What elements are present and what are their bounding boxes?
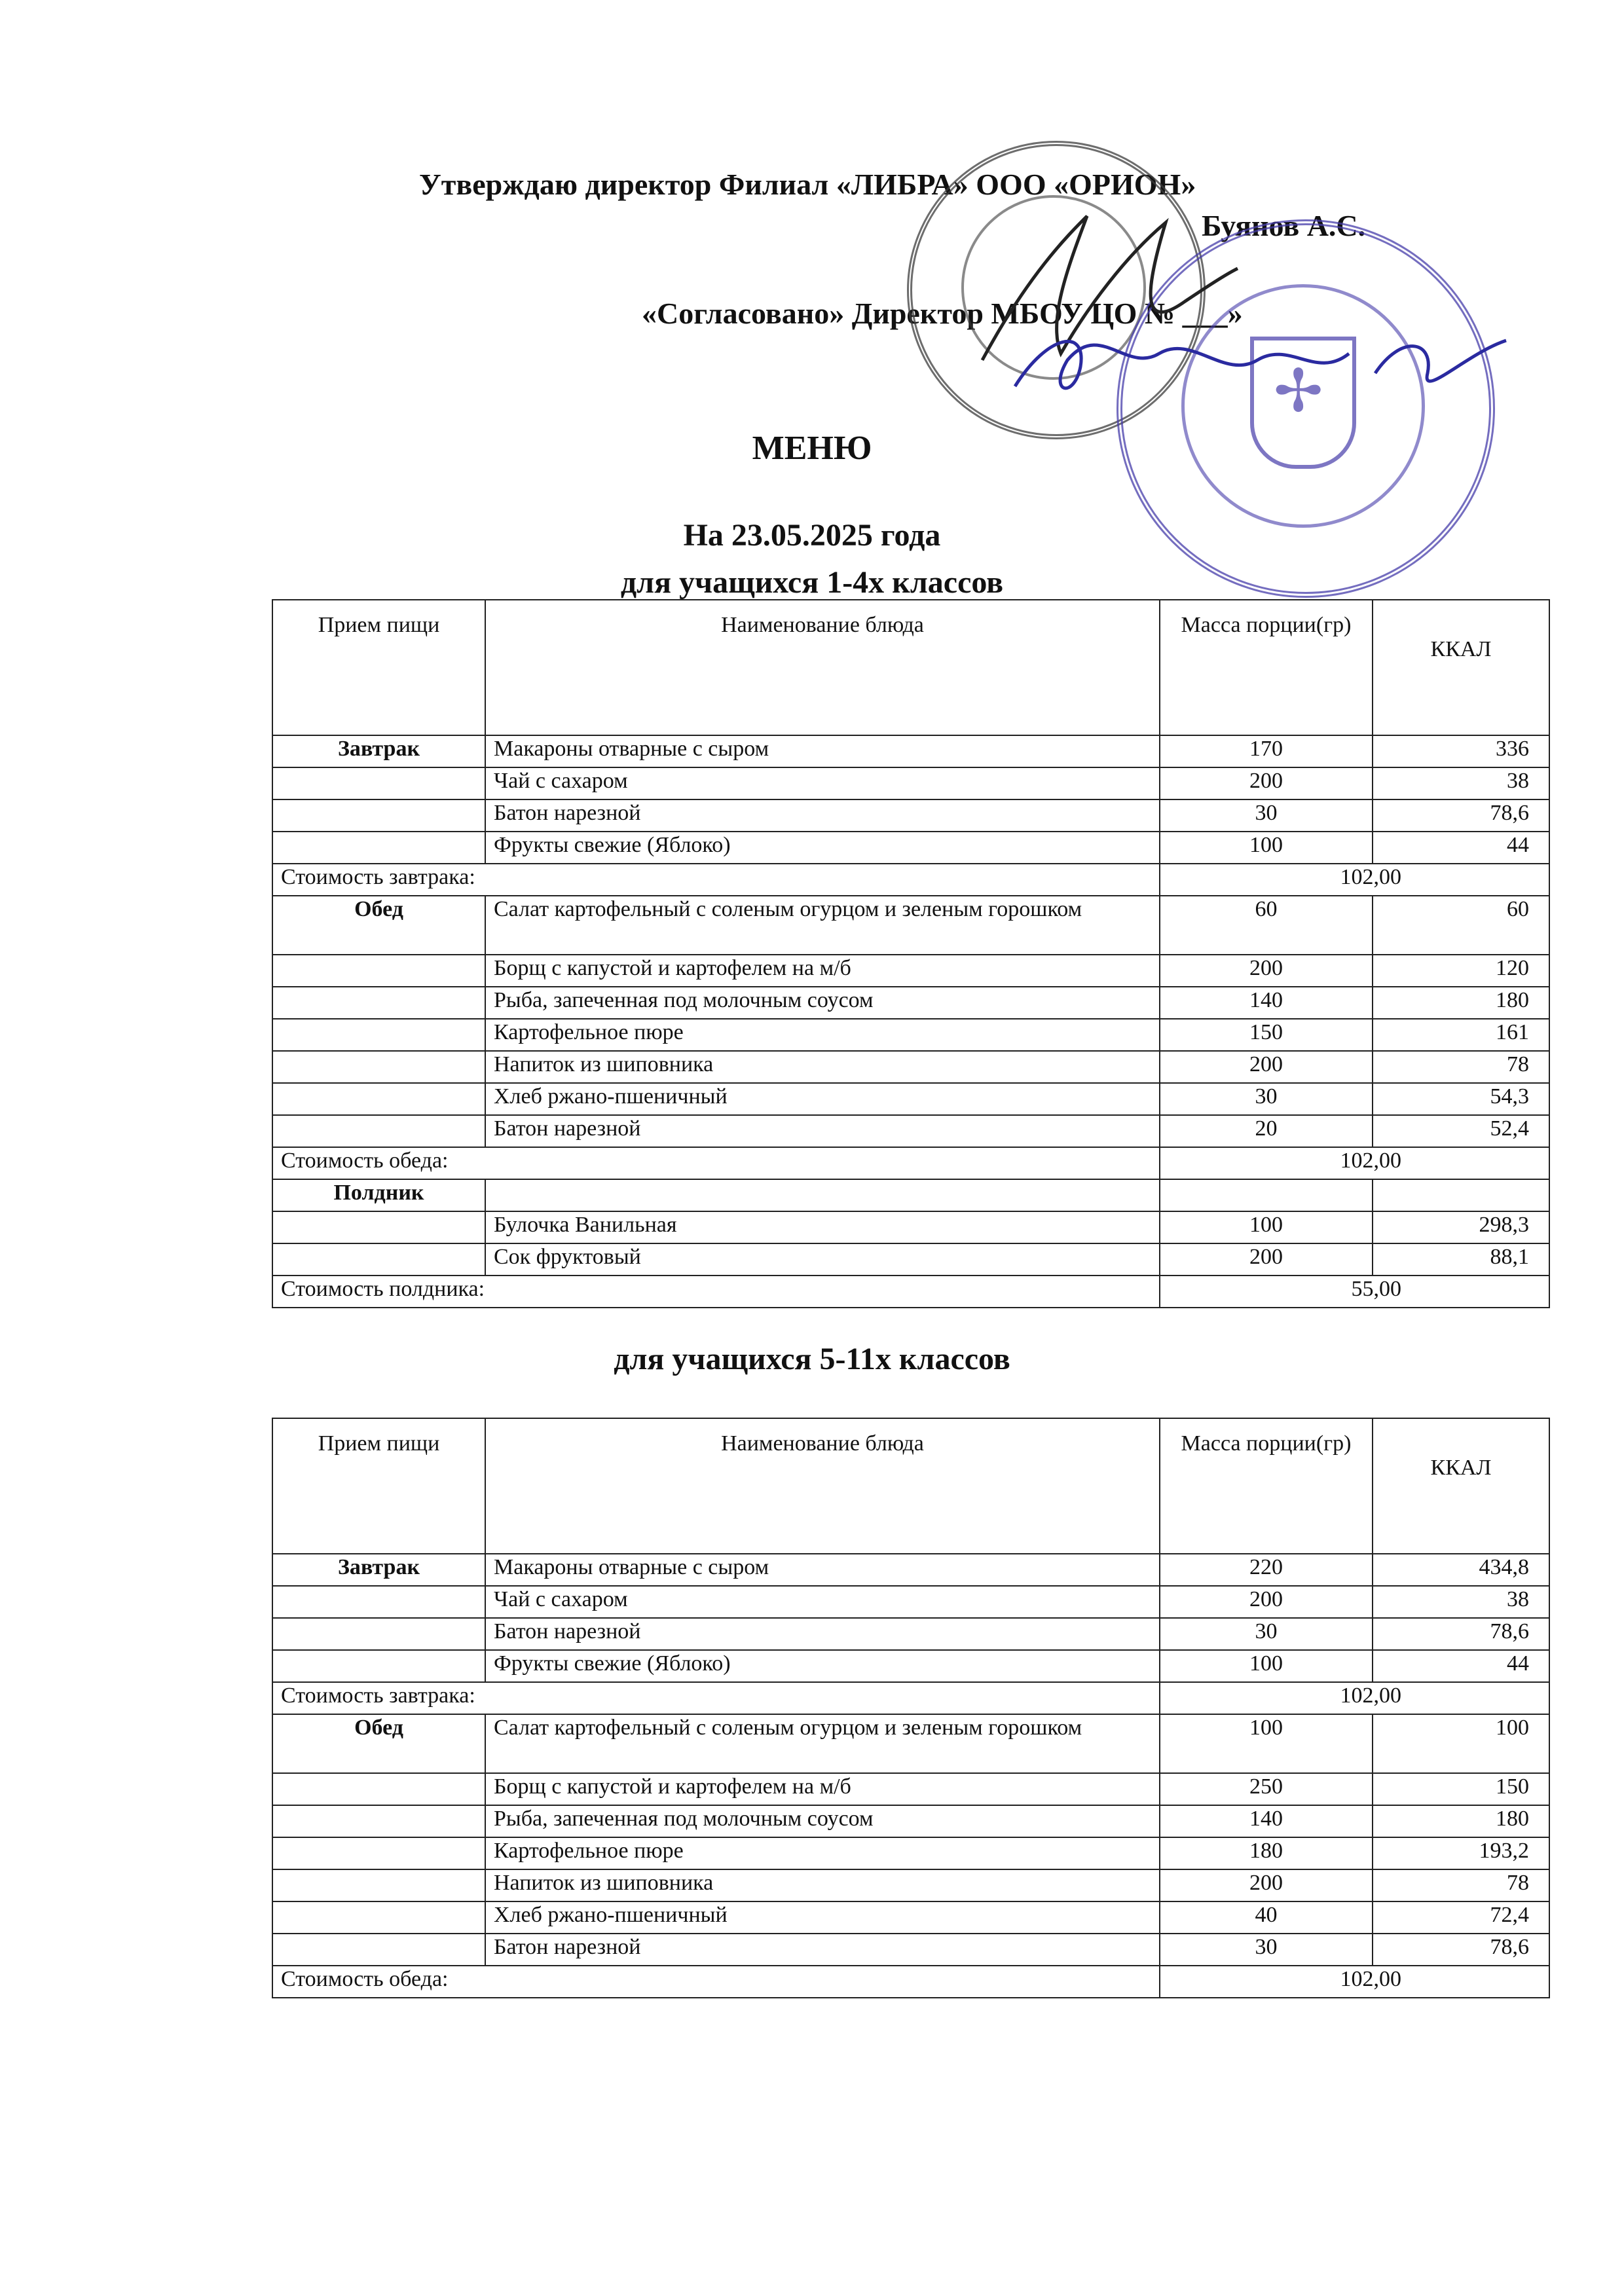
menu-date: На 23.05.2025 года: [683, 518, 941, 553]
cost-row: [272, 1682, 1549, 1714]
column-header-meal: Прием пищи: [272, 600, 485, 735]
table-row: [272, 1714, 1549, 1773]
school-director-signature: [1008, 314, 1532, 413]
kcal-cell: 78,6: [1373, 1934, 1549, 1966]
meal-cell: Завтрак: [272, 1554, 485, 1586]
kcal-cell: 78: [1373, 1869, 1549, 1901]
meal-cell: [272, 1083, 485, 1115]
mass-cell: 200: [1160, 1869, 1373, 1901]
dish-cell: Чай с сахаром: [485, 767, 1160, 799]
cost-row: [272, 864, 1549, 896]
mass-cell: 40: [1160, 1901, 1373, 1934]
meal-cell: [272, 1115, 485, 1147]
mass-cell: 100: [1160, 1650, 1373, 1682]
cost-label: Стоимость завтрака:: [272, 864, 1160, 896]
dish-cell: Батон нарезной: [485, 1934, 1160, 1966]
meal-cell: Обед: [272, 1714, 485, 1773]
cost-value: 102,00: [1160, 864, 1549, 896]
kcal-cell: 180: [1373, 987, 1549, 1019]
mass-cell: 180: [1160, 1837, 1373, 1869]
table-row: [272, 1934, 1549, 1966]
table-row: [272, 1901, 1549, 1934]
table-row: [272, 1115, 1549, 1147]
column-header-kcal: ККАЛ: [1373, 600, 1549, 735]
table-row: [272, 1773, 1549, 1805]
table-row: [272, 1650, 1549, 1682]
kcal-cell: 52,4: [1373, 1115, 1549, 1147]
cost-row: [272, 1966, 1549, 1998]
mass-cell: 200: [1160, 1586, 1373, 1618]
table-row: [272, 1554, 1549, 1586]
mass-cell: 100: [1160, 1714, 1373, 1773]
meal-cell: Завтрак: [272, 735, 485, 767]
dish-cell: Картофельное пюре: [485, 1019, 1160, 1051]
kcal-cell: [1373, 1179, 1549, 1211]
cost-label: Стоимость завтрака:: [272, 1682, 1160, 1714]
table-row: [272, 1179, 1549, 1211]
table-header-row: [272, 600, 1549, 735]
dish-cell: Макароны отварные с сыром: [485, 735, 1160, 767]
meal-cell: [272, 1901, 485, 1934]
kcal-cell: 78: [1373, 1051, 1549, 1083]
document-title: МЕНЮ: [752, 430, 872, 467]
meal-cell: [272, 1650, 485, 1682]
dish-cell: Борщ с капустой и картофелем на м/б: [485, 955, 1160, 987]
table-row: [272, 1869, 1549, 1901]
mass-cell: 200: [1160, 767, 1373, 799]
agreement-line: «Согласовано» Директор МБОУ ЦО № ___»: [642, 297, 1243, 330]
column-header-meal: Прием пищи: [272, 1418, 485, 1554]
table-row: [272, 1618, 1549, 1650]
cost-value: 102,00: [1160, 1966, 1549, 1998]
dish-cell: Борщ с капустой и картофелем на м/б: [485, 1773, 1160, 1805]
kcal-cell: 44: [1373, 1650, 1549, 1682]
kcal-cell: 54,3: [1373, 1083, 1549, 1115]
meal-cell: [272, 1211, 485, 1243]
kcal-cell: 193,2: [1373, 1837, 1549, 1869]
meal-cell: [272, 1773, 485, 1805]
kcal-cell: 150: [1373, 1773, 1549, 1805]
mass-cell: 30: [1160, 1934, 1373, 1966]
mass-cell: 30: [1160, 1618, 1373, 1650]
kcal-cell: 120: [1373, 955, 1549, 987]
table-caption-grades-1-4: для учащихся 1-4х классов: [620, 565, 1004, 600]
dish-cell: Хлеб ржано-пшеничный: [485, 1901, 1160, 1934]
cost-label: Стоимость обеда:: [272, 1147, 1160, 1179]
dish-cell: Салат картофельный с соленым огурцом и зеленым горошком: [485, 896, 1160, 955]
menu-table-grades-5-11: [272, 1418, 1550, 1998]
mass-cell: 30: [1160, 799, 1373, 832]
dish-cell: Рыба, запеченная под молочным соусом: [485, 987, 1160, 1019]
kcal-cell: 298,3: [1373, 1211, 1549, 1243]
mass-cell: 20: [1160, 1115, 1373, 1147]
mass-cell: 30: [1160, 1083, 1373, 1115]
table-row: [272, 832, 1549, 864]
kcal-cell: 161: [1373, 1019, 1549, 1051]
cost-label: Стоимость обеда:: [272, 1966, 1160, 1998]
kcal-cell: 336: [1373, 735, 1549, 767]
meal-cell: [272, 1805, 485, 1837]
meal-cell: [272, 1934, 485, 1966]
kcal-cell: 100: [1373, 1714, 1549, 1773]
mass-cell: [1160, 1179, 1373, 1211]
cost-value: 55,00: [1160, 1276, 1549, 1308]
dish-cell: Батон нарезной: [485, 799, 1160, 832]
menu-table-grades-1-4: [272, 599, 1550, 1308]
mass-cell: 220: [1160, 1554, 1373, 1586]
meal-cell: [272, 955, 485, 987]
cost-value: 102,00: [1160, 1682, 1549, 1714]
dish-cell: Булочка Ванильная: [485, 1211, 1160, 1243]
meal-cell: Полдник: [272, 1179, 485, 1211]
mass-cell: 250: [1160, 1773, 1373, 1805]
table-row: [272, 1586, 1549, 1618]
dish-cell: Напиток из шиповника: [485, 1869, 1160, 1901]
table-caption-grades-5-11: для учащихся 5-11х классов: [614, 1342, 1010, 1376]
kcal-cell: 38: [1373, 1586, 1549, 1618]
kcal-cell: 44: [1373, 832, 1549, 864]
dish-cell: Фрукты свежие (Яблоко): [485, 832, 1160, 864]
table-row: [272, 767, 1549, 799]
column-header-mass: Масса порции(гр): [1160, 1418, 1373, 1554]
table-row: [272, 1243, 1549, 1276]
column-header-kcal: ККАЛ: [1373, 1418, 1549, 1554]
table-row: [272, 955, 1549, 987]
dish-cell: Сок фруктовый: [485, 1243, 1160, 1276]
approver-name: Буянов А.С.: [1202, 209, 1366, 242]
table-row: [272, 1805, 1549, 1837]
meal-cell: [272, 799, 485, 832]
dish-cell: Чай с сахаром: [485, 1586, 1160, 1618]
approval-line: Утверждаю директор Филиал «ЛИБРА» ООО «ОРИОН»: [419, 168, 1196, 201]
mass-cell: 170: [1160, 735, 1373, 767]
column-header-mass: Масса порции(гр): [1160, 600, 1373, 735]
column-header-dish: Наименование блюда: [485, 1418, 1160, 1554]
meal-cell: [272, 1051, 485, 1083]
kcal-cell: 78,6: [1373, 799, 1549, 832]
mass-cell: 140: [1160, 987, 1373, 1019]
dish-cell: Напиток из шиповника: [485, 1051, 1160, 1083]
dish-cell: Салат картофельный с соленым огурцом и зеленым горошком: [485, 1714, 1160, 1773]
meal-cell: [272, 1618, 485, 1650]
table-row: [272, 896, 1549, 955]
cost-label: Стоимость полдника:: [272, 1276, 1160, 1308]
meal-cell: Обед: [272, 896, 485, 955]
cost-row: [272, 1276, 1549, 1308]
meal-cell: [272, 767, 485, 799]
dish-cell: Батон нарезной: [485, 1115, 1160, 1147]
kcal-cell: 38: [1373, 767, 1549, 799]
table-row: [272, 799, 1549, 832]
table-row: [272, 735, 1549, 767]
mass-cell: 100: [1160, 1211, 1373, 1243]
mass-cell: 200: [1160, 955, 1373, 987]
meal-cell: [272, 987, 485, 1019]
dish-cell: Фрукты свежие (Яблоко): [485, 1650, 1160, 1682]
kcal-cell: 88,1: [1373, 1243, 1549, 1276]
mass-cell: 200: [1160, 1243, 1373, 1276]
table-header-row: [272, 1418, 1549, 1554]
dish-cell: Батон нарезной: [485, 1618, 1160, 1650]
column-header-dish: Наименование блюда: [485, 600, 1160, 735]
table-row: [272, 1019, 1549, 1051]
mass-cell: 60: [1160, 896, 1373, 955]
dish-cell: Рыба, запеченная под молочным соусом: [485, 1805, 1160, 1837]
table-row: [272, 1051, 1549, 1083]
kcal-cell: 180: [1373, 1805, 1549, 1837]
table-row: [272, 1083, 1549, 1115]
meal-cell: [272, 1869, 485, 1901]
table-row: [272, 987, 1549, 1019]
meal-cell: [272, 1019, 485, 1051]
kcal-cell: 434,8: [1373, 1554, 1549, 1586]
dish-cell: [485, 1179, 1160, 1211]
mass-cell: 140: [1160, 1805, 1373, 1837]
table-row: [272, 1837, 1549, 1869]
dish-cell: Картофельное пюре: [485, 1837, 1160, 1869]
table-row: [272, 1211, 1549, 1243]
meal-cell: [272, 1586, 485, 1618]
cost-row: [272, 1147, 1549, 1179]
dish-cell: Хлеб ржано-пшеничный: [485, 1083, 1160, 1115]
kcal-cell: 60: [1373, 896, 1549, 955]
mass-cell: 150: [1160, 1019, 1373, 1051]
mass-cell: 100: [1160, 832, 1373, 864]
meal-cell: [272, 1837, 485, 1869]
mass-cell: 200: [1160, 1051, 1373, 1083]
meal-cell: [272, 1243, 485, 1276]
meal-cell: [272, 832, 485, 864]
dish-cell: Макароны отварные с сыром: [485, 1554, 1160, 1586]
kcal-cell: 78,6: [1373, 1618, 1549, 1650]
cost-value: 102,00: [1160, 1147, 1549, 1179]
kcal-cell: 72,4: [1373, 1901, 1549, 1934]
